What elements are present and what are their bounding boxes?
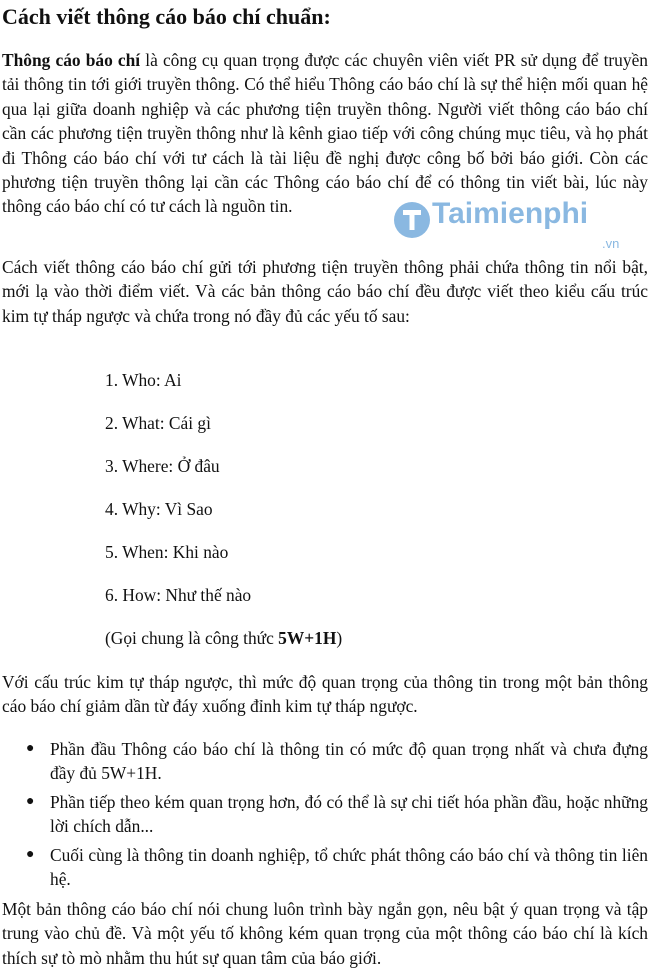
formula-bold: 5W+1H [278,628,337,648]
bullet-item [0,843,650,892]
bullet-text: Phần tiếp theo kém quan trọng hơn, đó có thể là sự chi tiết hóa phần đầu, hoặc những lời chích dẫn... [50,791,648,837]
paragraph-2: Cách viết thông cáo báo chí gửi tới phương tiện truyền thông phải chứa thông tin nổi bật, mới lạ vào thời điểm viết. Và các bản thông cáo báo chí đều được viết theo kiểu cấu trúc kim tự tháp ngược và chứa trong nó đầy đủ các yếu tố sau: [2,257,648,326]
list-item-how: 6. How: Như thế nào [105,585,252,605]
bullet-list [0,737,650,895]
paragraph-4: Một bản thông cáo báo chí nói chung luôn trình bày ngắn gọn, nêu bật ý quan trọng và tập trung vào chủ đề. Và một yếu tố không kém quan trọng của một thông cáo báo chí là kích thích sự tò mò nhằm thu hút sự quan tâm của báo giới. [2,899,648,968]
list-item-why: 4. Why: Vì Sao [105,499,213,519]
intro-text: là công cụ quan trọng được các chuyên viên viết PR sử dụng để truyền tải thông tin tới giới truyền thông. Có thể hiểu Thông cáo báo chí là sự thể hiện mối quan hệ qua lại giữa doanh nghiệp và các phương tiện truyền thông. Người viết thông cáo báo chí cần các phương tiện truyền thông như là kênh giao tiếp với công chúng mục tiêu, và họ phát đi Thông cáo báo chí với tư cách là tài liệu đề nghị được công bố bởi báo giới. Còn các phương tiện truyền thông lại cần các Thông cáo báo chí để có thông tin viết bài, lúc này thông cáo báo chí có tư cách là nguồn tin. [2,50,648,217]
bullet-dot-icon: ● [26,846,35,862]
bullet-dot-icon: ● [26,793,35,809]
bullet-text: Cuối cùng là thông tin doanh nghiệp, tổ chức phát thông cáo báo chí và thông tin liên hệ. [50,844,648,890]
paragraph-3: Với cấu trúc kim tự tháp ngược, thì mức độ quan trọng của thông tin trong một bản thông cáo báo chí giảm dần từ đáy xuống đỉnh kim tự tháp ngược. [2,672,648,717]
intro-paragraph [2,48,648,219]
bullet-item [0,790,650,839]
intro-bold-lead: Thông cáo báo chí [2,50,141,70]
formula-suffix: ) [336,628,343,648]
bullet-dot-icon: ● [26,741,35,756]
list-item-what: 2. What: Cái gì [105,413,211,433]
formula-note [105,626,342,650]
page-title: Cách viết thông cáo báo chí chuẩn: [2,4,331,29]
bullet-item [0,737,650,786]
watermark-brand: Taimienphi [432,197,589,230]
formula-prefix: (Gọi chung là công thức [105,628,279,648]
list-item-when: 5. When: Khi nào [105,542,229,562]
list-item-where: 3. Where: Ở đâu [105,456,220,476]
list-item-who: 1. Who: Ai [105,370,182,390]
watermark-suffix: .vn [602,236,620,251]
bullet-text: Phần đầu Thông cáo báo chí là thông tin có mức độ quan trọng nhất và chưa đựng đầy đủ 5W+1H. [50,739,648,784]
